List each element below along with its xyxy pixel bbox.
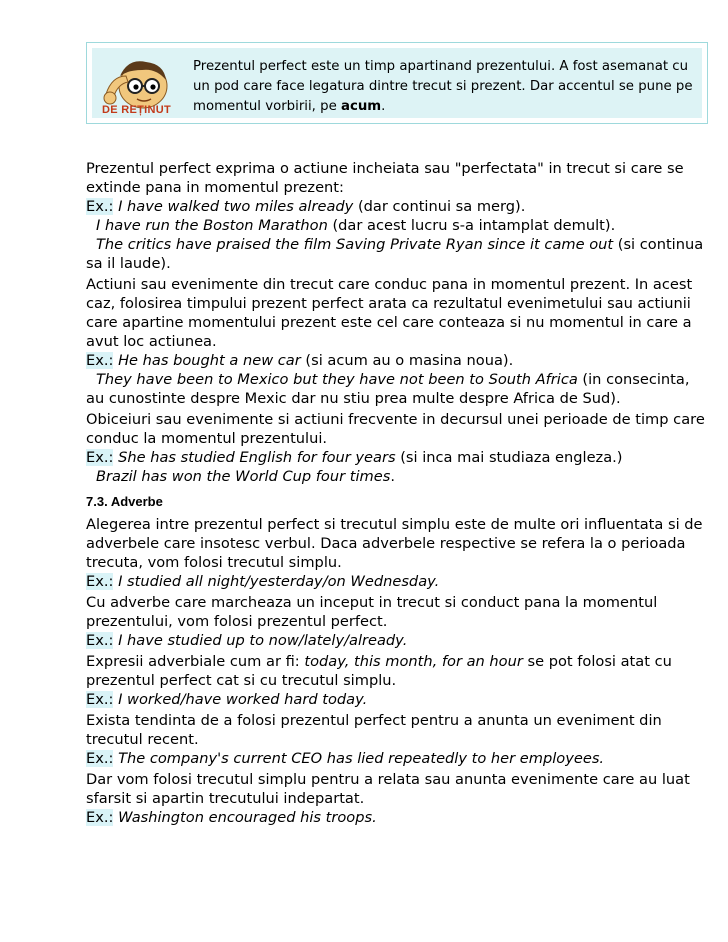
note-text	[193, 57, 698, 117]
example-text: I have run the Boston Marathon	[96, 217, 328, 234]
adverbial-expressions: today, this month, for an hour	[304, 653, 523, 670]
section2-intro: Actiuni sau evenimente din trecut care conduc pana in momentul prezent. In acest caz, folosirea timpului prezent perfect arata ca rezultatul evenimetului sau actiunii care apartine momentului prezent este cel care conteaza si nu momentul in care a avut loc actiunea.	[86, 276, 693, 350]
paragraph-text: Exista tendinta de a folosi prezentul perfect pentru a anunta un eveniment din trecutul recent.	[86, 712, 662, 748]
note-box	[86, 42, 708, 124]
example-note: .	[390, 468, 395, 485]
example-text: I studied all night/yesterday/on Wednesday.	[118, 573, 440, 590]
adverbs-p5	[86, 770, 708, 827]
section2	[86, 275, 708, 408]
ex-label: Ex.:	[86, 632, 114, 649]
document-body	[86, 159, 708, 829]
section1	[86, 159, 708, 273]
note-label: DE REȚINUT	[102, 104, 171, 116]
example-note: (dar acest lucru s-a intamplat demult).	[327, 217, 616, 234]
note-text-main: Prezentul perfect este un timp apartinand prezentului. A fost asemanat cu un pod care face legatura dintre trecut si prezent. Dar accentul se pune pe momentul vorbirii, pe	[193, 59, 693, 114]
indent	[86, 467, 395, 486]
section3-intro: Obiceiuri sau evenimente si actiuni frecvente in decursul unei perioade de timp care conduc la momentul prezentului.	[86, 411, 705, 447]
example-text: Washington encouraged his troops.	[118, 809, 377, 826]
ex-label: Ex.:	[86, 809, 114, 826]
adverbs-p3	[86, 652, 708, 709]
adverbs-p4	[86, 711, 708, 768]
example-text: They have been to Mexico but they have not been to South Africa	[96, 371, 578, 388]
paragraph-text: se pot folosi atat cu prezentul perfect cat si cu trecutul simplu.	[86, 653, 672, 689]
paragraph-text: Dar vom folosi trecutul simplu pentru a relata sau anunta evenimente care au luat sfarsit si apartin trecutului indepartat.	[86, 771, 690, 807]
section1-intro: Prezentul perfect exprima o actiune incheiata sau "perfectata" in trecut si care se extinde pana in momentul prezent:	[86, 160, 684, 196]
note-text-bold: acum	[340, 99, 382, 114]
adverbs-p2	[86, 593, 708, 650]
note-inner	[92, 48, 702, 118]
example-text: I have studied up to now/lately/already.	[118, 632, 408, 649]
ex-label: Ex.:	[86, 750, 114, 767]
indent	[86, 371, 578, 388]
indent	[86, 236, 613, 253]
example-text: I worked/have worked hard today.	[118, 691, 368, 708]
ex-label: Ex.:	[86, 352, 114, 369]
ex-label: Ex.:	[86, 573, 114, 590]
example-text: The company's current CEO has lied repeatedly to her employees.	[118, 750, 605, 767]
example-note: (in consecinta, au cunostinte despre Mexic dar nu stiu prea multe despre Africa de Sud).	[86, 371, 690, 407]
example-text: I have walked two miles already	[118, 198, 354, 215]
paragraph-text: Cu adverbe care marcheaza un inceput in trecut si conduct pana la momentul prezentului, vom folosi prezentul perfect.	[86, 594, 658, 630]
example-note: (si continua sa il laude).	[86, 236, 704, 272]
example-text: She has studied English for four years	[118, 449, 396, 466]
adverbs-p1	[86, 515, 708, 591]
example-note: (si acum au o masina noua).	[300, 352, 514, 369]
example-note: (si inca mai studiaza engleza.)	[395, 449, 623, 466]
section-heading: 7.3. Adverbe	[86, 494, 163, 509]
ex-label: Ex.:	[86, 691, 114, 708]
paragraph-text: Alegerea intre prezentul perfect si trecutul simplu este de multe ori influentata si de adverbele care insotesc verbul. Daca adverbele respective se refera la o perioada trecuta, vom folosi trecutul simplu.	[86, 516, 703, 571]
ex-label: Ex.:	[86, 198, 114, 215]
indent	[86, 216, 615, 235]
example-text: He has bought a new car	[118, 352, 301, 369]
ex-label: Ex.:	[86, 449, 114, 466]
note-text-end: .	[381, 99, 386, 114]
example-note: (dar continui sa merg).	[353, 198, 526, 215]
section3	[86, 410, 708, 486]
paragraph-text: Expresii adverbiale cum ar fi:	[86, 653, 305, 670]
example-text: Brazil has won the World Cup four times	[96, 468, 391, 485]
example-text: The critics have praised the film Saving Private Ryan since it came out	[96, 236, 614, 253]
